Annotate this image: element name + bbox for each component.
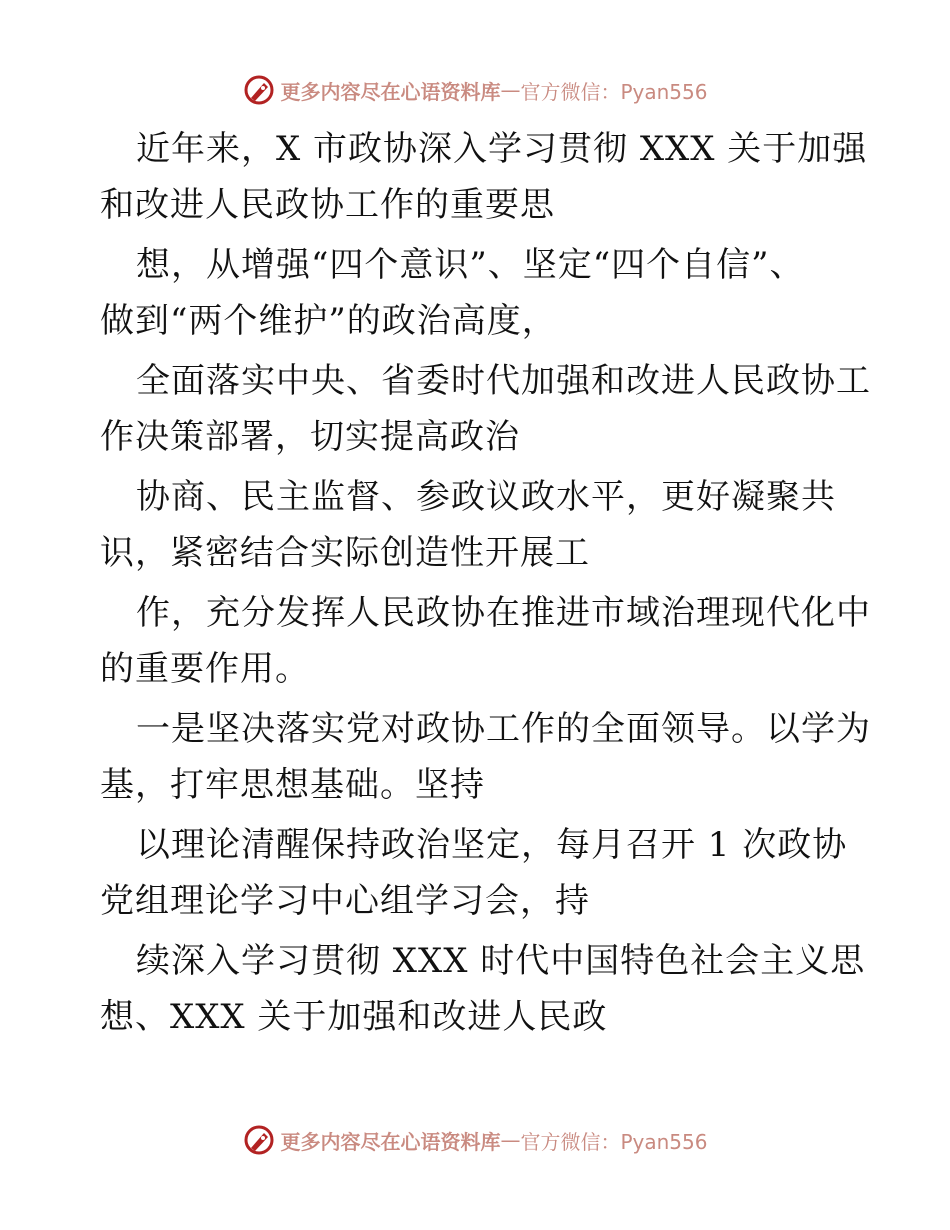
body-line: 近年来，X 市政协深入学习贯彻 XXX 关于加强 (136, 129, 868, 169)
body-line: 识，紧密结合实际创造性开展工 (100, 533, 590, 573)
footer-banner (0, 1120, 950, 1160)
body-line: 一是坚决落实党对政协工作的全面领导。以学为 (136, 709, 871, 749)
banner-site-text: 更多内容尽在心语资料库 (280, 79, 501, 104)
body-line: 和改进人民政协工作的重要思 (100, 185, 555, 225)
body-line: 基，打牢思想基础。坚持 (100, 765, 485, 805)
banner-wechat-text: 官方微信：Pyan556 (520, 1129, 708, 1154)
body-line: 想，从增强“四个意识”、坚定“四个自信”、 (136, 245, 805, 285)
body-line: 作，充分发挥人民政协在推进市域治理现代化中 (136, 593, 871, 633)
body-line: 想、XXX 关于加强和改进人民政 (100, 997, 608, 1037)
banner-dash: — (500, 1128, 521, 1152)
body-line: 续深入学习贯彻 XXX 时代中国特色社会主义思 (136, 941, 866, 981)
header-banner (0, 70, 950, 110)
banner-site-text: 更多内容尽在心语资料库 (280, 1129, 501, 1154)
body-line: 全面落实中央、省委时代加强和改进人民政协工 (136, 361, 871, 401)
body-line: 协商、民主监督、参政议政水平，更好凝聚共 (136, 477, 836, 517)
body-line: 党组理论学习中心组学习会，持 (100, 881, 590, 921)
body-line: 做到“两个维护”的政治高度， (100, 301, 557, 341)
banner-wechat-text: 官方微信：Pyan556 (520, 79, 708, 104)
banner-dash: — (500, 78, 521, 102)
pen-nib-circle-icon (242, 73, 276, 107)
body-line: 以理论清醒保持政治坚定，每月召开 1 次政协 (136, 825, 848, 865)
pen-nib-circle-icon (242, 1123, 276, 1157)
body-line: 的重要作用。 (100, 649, 310, 689)
body-line: 作决策部署，切实提高政治 (100, 417, 520, 457)
